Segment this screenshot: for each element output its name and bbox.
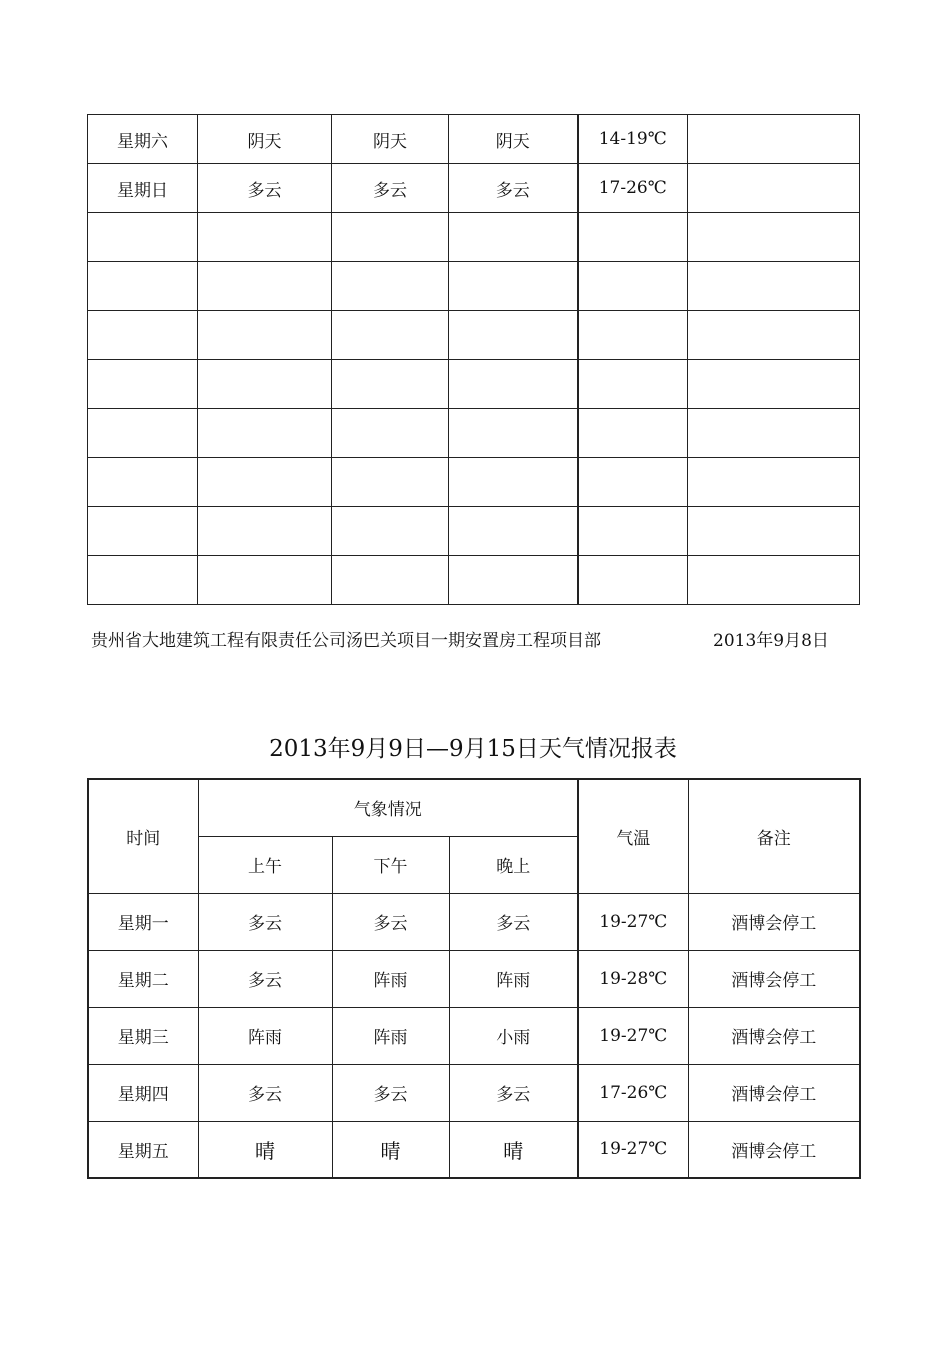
day-cell: 星期五	[88, 1121, 198, 1178]
weather-conditions-header: 气象情况	[198, 779, 578, 836]
organization-name: 贵州省大地建筑工程有限责任公司汤巴关项目一期安置房工程项目部	[91, 631, 601, 651]
report-date: 2013年9月8日	[713, 631, 829, 651]
evening-cell: 阵雨	[449, 950, 578, 1007]
evening-cell: 晴	[449, 1121, 578, 1178]
morning-cell	[198, 262, 332, 311]
remarks-cell	[688, 556, 860, 605]
weather-report-table	[87, 778, 861, 1179]
morning-cell: 多云	[198, 893, 332, 950]
remarks-cell	[688, 507, 860, 556]
temperature-cell	[578, 507, 688, 556]
temperature-cell: 17-26℃	[578, 164, 688, 213]
day-cell: 星期四	[88, 1064, 198, 1121]
table-row	[88, 458, 860, 507]
afternoon-cell	[332, 213, 449, 262]
remarks-cell: 酒博会停工	[688, 950, 860, 1007]
morning-cell	[198, 507, 332, 556]
morning-cell	[198, 311, 332, 360]
remarks-cell	[688, 164, 860, 213]
evening-cell	[449, 311, 578, 360]
evening-cell	[449, 360, 578, 409]
remarks-cell: 酒博会停工	[688, 1121, 860, 1178]
morning-header: 上午	[198, 836, 332, 893]
remarks-cell: 酒博会停工	[688, 1007, 860, 1064]
evening-cell	[449, 213, 578, 262]
afternoon-cell	[332, 556, 449, 605]
temperature-cell	[578, 262, 688, 311]
temperature-cell	[578, 556, 688, 605]
table-row	[88, 311, 860, 360]
evening-header: 晚上	[449, 836, 578, 893]
temperature-header: 气温	[578, 779, 688, 893]
day-cell	[88, 360, 198, 409]
afternoon-cell: 阴天	[332, 115, 449, 164]
table-row	[88, 360, 860, 409]
morning-cell	[198, 409, 332, 458]
afternoon-cell: 多云	[332, 164, 449, 213]
table-row	[88, 409, 860, 458]
remarks-cell: 酒博会停工	[688, 893, 860, 950]
day-cell: 星期六	[88, 115, 198, 164]
time-header: 时间	[88, 779, 198, 893]
evening-cell	[449, 409, 578, 458]
evening-cell	[449, 262, 578, 311]
afternoon-cell	[332, 311, 449, 360]
evening-cell: 阴天	[449, 115, 578, 164]
afternoon-cell	[332, 458, 449, 507]
remarks-cell: 酒博会停工	[688, 1064, 860, 1121]
remarks-header: 备注	[688, 779, 860, 893]
afternoon-cell: 晴	[332, 1121, 449, 1178]
temperature-cell: 17-26℃	[578, 1064, 688, 1121]
day-cell	[88, 409, 198, 458]
evening-cell: 多云	[449, 893, 578, 950]
remarks-cell	[688, 115, 860, 164]
remarks-cell	[688, 311, 860, 360]
morning-cell: 阴天	[198, 115, 332, 164]
temperature-cell	[578, 409, 688, 458]
day-cell	[88, 262, 198, 311]
table-row	[88, 1121, 860, 1178]
day-cell	[88, 311, 198, 360]
table-row	[88, 262, 860, 311]
weather-table-continued	[87, 114, 860, 605]
remarks-cell	[688, 458, 860, 507]
morning-cell: 多云	[198, 164, 332, 213]
afternoon-cell	[332, 262, 449, 311]
afternoon-cell	[332, 507, 449, 556]
morning-cell	[198, 360, 332, 409]
table-row	[88, 115, 860, 164]
remarks-cell	[688, 409, 860, 458]
day-cell	[88, 507, 198, 556]
afternoon-cell: 多云	[332, 1064, 449, 1121]
temperature-cell: 19-28℃	[578, 950, 688, 1007]
table-row	[88, 213, 860, 262]
afternoon-cell	[332, 409, 449, 458]
report-footer	[91, 626, 851, 650]
temperature-cell	[578, 311, 688, 360]
evening-cell: 多云	[449, 1064, 578, 1121]
table-row	[88, 164, 860, 213]
temperature-cell: 19-27℃	[578, 893, 688, 950]
morning-cell: 多云	[198, 950, 332, 1007]
day-cell	[88, 556, 198, 605]
afternoon-cell: 多云	[332, 893, 449, 950]
morning-cell: 晴	[198, 1121, 332, 1178]
header-row	[88, 779, 860, 836]
evening-cell	[449, 458, 578, 507]
remarks-cell	[688, 213, 860, 262]
afternoon-cell: 阵雨	[332, 1007, 449, 1064]
table-row	[88, 507, 860, 556]
morning-cell	[198, 458, 332, 507]
table-row	[88, 1007, 860, 1064]
day-cell	[88, 213, 198, 262]
temperature-cell	[578, 458, 688, 507]
remarks-cell	[688, 360, 860, 409]
temperature-cell	[578, 213, 688, 262]
table-row	[88, 893, 860, 950]
morning-cell	[198, 556, 332, 605]
evening-cell	[449, 556, 578, 605]
temperature-cell	[578, 360, 688, 409]
evening-cell: 小雨	[449, 1007, 578, 1064]
morning-cell	[198, 213, 332, 262]
temperature-cell: 19-27℃	[578, 1007, 688, 1064]
day-cell: 星期三	[88, 1007, 198, 1064]
morning-cell: 阵雨	[198, 1007, 332, 1064]
day-cell	[88, 458, 198, 507]
afternoon-header: 下午	[332, 836, 449, 893]
temperature-cell: 14-19℃	[578, 115, 688, 164]
afternoon-cell	[332, 360, 449, 409]
evening-cell	[449, 507, 578, 556]
day-cell: 星期二	[88, 950, 198, 1007]
day-cell: 星期一	[88, 893, 198, 950]
table-row	[88, 1064, 860, 1121]
temperature-cell: 19-27℃	[578, 1121, 688, 1178]
day-cell: 星期日	[88, 164, 198, 213]
report-title: 2013年9月9日—9月15日天气情况报表	[269, 736, 677, 762]
morning-cell: 多云	[198, 1064, 332, 1121]
afternoon-cell: 阵雨	[332, 950, 449, 1007]
table-row	[88, 556, 860, 605]
table-row	[88, 950, 860, 1007]
evening-cell: 多云	[449, 164, 578, 213]
remarks-cell	[688, 262, 860, 311]
